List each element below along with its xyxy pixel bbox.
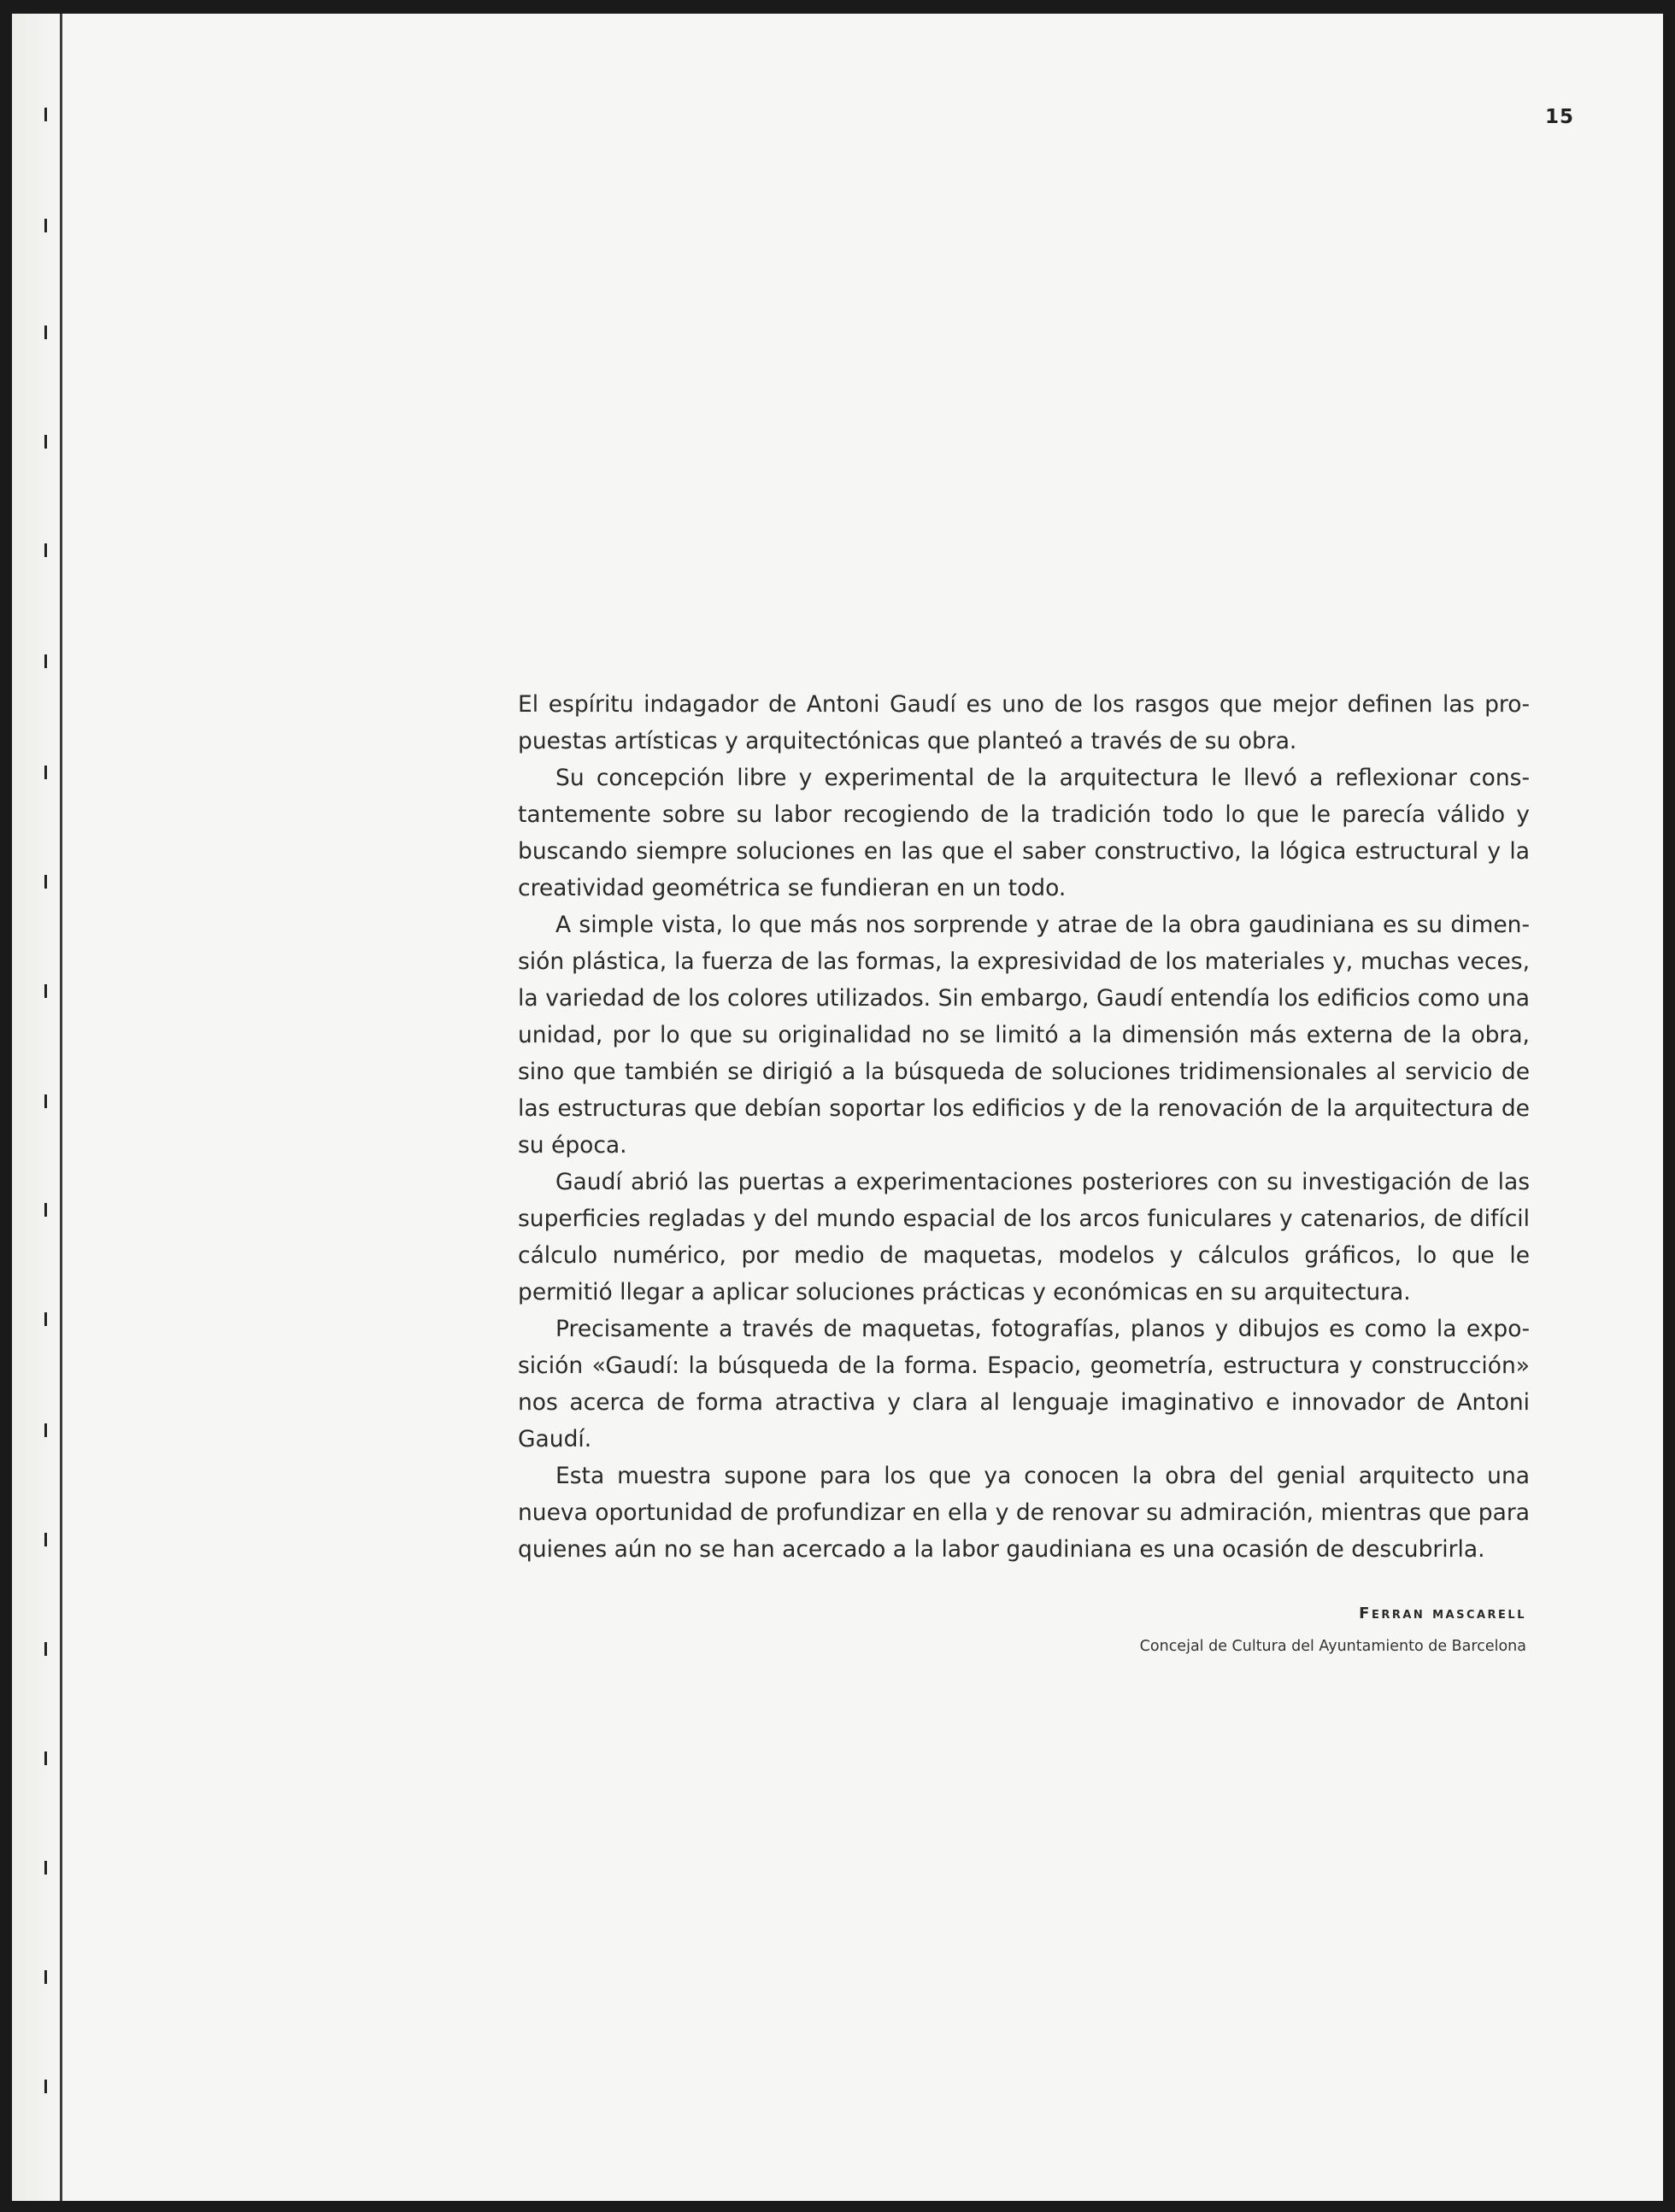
binding-mark — [44, 435, 47, 449]
binding-mark — [44, 654, 47, 668]
binding-mark — [44, 1423, 47, 1437]
binding-mark — [44, 219, 47, 232]
paragraph: A simple vista, lo que más nos sorprende y atrae de la obra gaudiniana es su dimensión plástica, la fuerza de las formas, la expresividad de los materiales y, muchas veces, la variedad de los colores utilizados. Sin embargo, Gaudí entendía los edificios como una unidad, por lo que su originalidad no se limitó a la dimensión más externa de la obra, sino que también se dirigió a la búsqueda de soluciones tridimensionales al servicio de las estructuras que debían soportar los edificios y de la renovación de la arquitectura de su época. — [518, 912, 1530, 1159]
binding-mark — [44, 875, 47, 889]
page-spine — [12, 14, 62, 2201]
binding-mark — [44, 2080, 47, 2093]
binding-mark — [44, 1094, 47, 1108]
binding-mark — [44, 1970, 47, 1984]
paragraph: Esta muestra supone para los que ya conocen la obra del genial arquitecto una nueva oportunidad de profundizar en ella y de renovar su admiración, mientras que para quienes aún no se han acercado a la labor gaudiniana es una ocasión de descubrirla. — [518, 1463, 1530, 1563]
author-role: Concejal de Cultura del Ayuntamiento de Barcelona — [1139, 1638, 1526, 1655]
signature-block — [1140, 1605, 1526, 1655]
binding-mark — [44, 543, 47, 557]
article-body — [518, 686, 1530, 1568]
binding-mark — [44, 326, 47, 339]
binding-mark — [44, 984, 47, 998]
binding-mark — [44, 108, 47, 121]
paragraph: El espíritu indagador de Antoni Gaudí es uno de los rasgos que mejor definen las propuestas artísticas y arquitectónicas que planteó a través de su obra. — [518, 691, 1530, 754]
author-name: Ferran mascarell — [1359, 1605, 1526, 1622]
paragraph: Gaudí abrió las puertas a experimentaciones posteriores con su investigación de las superficies regladas y del mundo espacial de los arcos funiculares y catenarios, de difícil cálculo numérico, por medio de maquetas, modelos y cálculos gráficos, lo que le permitió llegar a aplicar soluciones prácticas y económicas en su arquitectura. — [518, 1169, 1530, 1305]
spine-edge — [60, 14, 62, 2201]
binding-mark — [44, 1642, 47, 1656]
binding-mark — [44, 1312, 47, 1326]
page-number: 15 — [1544, 106, 1574, 128]
binding-mark — [44, 1861, 47, 1875]
binding-mark — [44, 1533, 47, 1546]
binding-mark — [44, 1203, 47, 1217]
paragraph: Su concepción libre y experimental de la arquitectura le llevó a reflexionar constantemente sobre su labor recogiendo de la tradición todo lo que le parecía válido y buscando siempre soluciones en las que el saber constructivo, la lógica estructural y la creatividad geométrica se fundieran en un todo. — [518, 765, 1530, 901]
binding-mark — [44, 766, 47, 779]
binding-mark — [44, 1751, 47, 1765]
paragraph: Precisamente a través de maquetas, fotografías, planos y dibujos es como la exposición «Gaudí: la búsqueda de la forma. Espacio, geometría, estructura y construcción» nos acerca de forma atractiva y clara al lenguaje imaginativo e innovador de Antoni Gaudí. — [518, 1316, 1530, 1452]
